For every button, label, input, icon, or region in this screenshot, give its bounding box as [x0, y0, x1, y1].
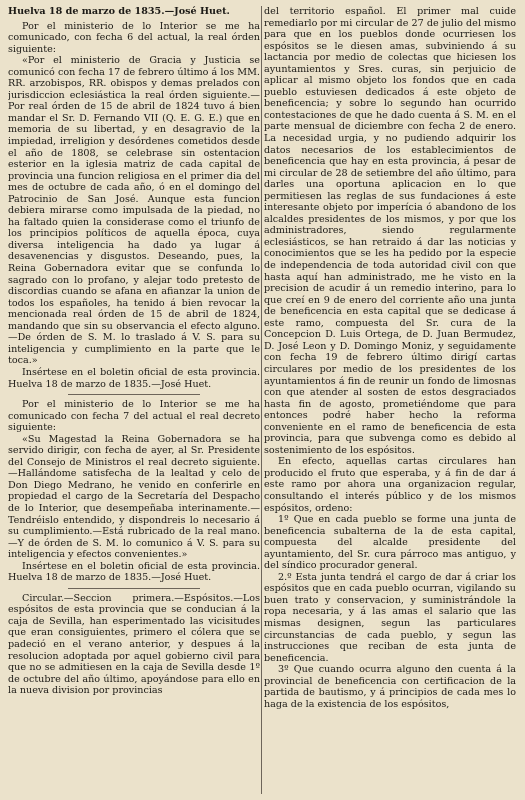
- section-rule: [68, 588, 200, 589]
- paragraph: En efecto, aquellas cartas circulares han producido el fruto que esperaba, y á fin de dar á este ramo por ahora una organizacion regular, consultando el interés público y de los mismos espósitos, ordeno:: [264, 456, 516, 514]
- paragraph: Insértese en el boletin oficial de esta provincia. Huelva 18 de marzo de 1835.—José Huet.: [8, 560, 260, 584]
- paragraph: 2.º Esta junta tendrá el cargo de dar á criar los espósitos que en cada pueblo ocurran, vigilando su buen trato y conservacion, y suministrándole la ropa necesaria, y á las amas el salario que las mismas designen, segun las particulares circunstancias de cada pueblo, y segun las instrucciones que reciban de esta junta de beneficencia.: [264, 571, 516, 664]
- column-divider: [261, 6, 262, 794]
- section-rule: [68, 394, 200, 395]
- paragraph: «Por el ministerio de Gracia y Justicia se comunicó con fecha 17 de febrero último á los MM. RR. arzobispos, RR. obispos y demas prelados con jurisdiccion eclesiástica la real órden siguiente.—Por real órden de 15 de abril de 1824 tuvo á bien mandar el Sr. D. Fernando VII (Q. E. G. E.) que en memoria de su libertad, y en desagravio de la impiedad, irreligion y desórdenes cometidos desde el año de 1808, se celebrase sin ostentacion esterior en la iglesia matriz de cada capital de provincia una funcion religiosa en el primer dia del mes de octubre de cada año, ó en el domingo del Patrocinio de San José. Aunque esta funcion debiera mirarse como impulsada de la piedad, no ha faltado quien la considerase como el triunfo de los principios políticos de aquella época, cuya diversa inteligencia ha dado ya lugar á desavenencias y disgustos. Deseando, pues, la Reina Gobernadora evitar que se confunda lo sagrado con lo profano, y alejar todo pretesto de discordias cuando se afana en afianzar la union de todos los españoles, ha tenido á bien revocar la mencionada real órden de 15 de abril de 1824, mandando que sin su observancia el efecto alguno.—De órden de S. M. lo traslado á V. S. para su inteligencia y cumplimiento en la parte que le toca.»: [8, 55, 260, 367]
- paragraph: 3º Que cuando ocurra alguno den cuenta á la provincial de beneficencia con certificacion de la partida de bautismo, y á principios de cada mes lo haga de la existencia de los espósitos,: [264, 664, 516, 710]
- paragraph: Por el ministerio de lo Interior se me ha comunicado, con fecha 6 del actual, la real órden siguiente:: [8, 20, 260, 55]
- paragraph: Por el ministerio de lo Interior se me ha comunicado con fecha 7 del actual el real decreto siguiente:: [8, 399, 260, 434]
- paragraph: «Su Magestad la Reina Gobernadora se ha servido dirigir, con fecha de ayer, al Sr. Presidente del Consejo de Ministros el real decreto siguiente.—Hallándome satisfecha de la lealtad y celo de Don Diego Medrano, he venido en conferirle en propiedad el cargo de la Secretaría del Despacho de lo Interior, que desempeñaba interinamente.—Tendréislo entendido, y dispondreis lo necesario á su cumplimiento.—Está rubricado de la real mano.—Y de órden de S. M. lo comunico á V. S. para su inteligencia y efectos convenientes.»: [8, 433, 260, 561]
- paragraph: 1º Que en cada pueblo se forme una junta de beneficencia subalterna de la de esta capital, compuesta del alcalde presidente del ayuntamiento, del Sr. cura párroco mas antiguo, y del síndico procurador general.: [264, 514, 516, 572]
- paragraph: del territorio español. El primer mal cuide remediarlo por mi circular de 27 de julio del mismo para que en los pueblos donde ocurriesen los espósitos se le diesen amas, subviniendo á su lactancia por medio de colectas que hiciesen los ayuntamientos y Sres. curas, sin perjuicio de aplicar al mismo objeto los fondos que en cada pueblo estuviesen dedicados á este objeto de beneficencia; y sobre lo segundo han ocurrido contestaciones de que he dado cuenta á S. M. en el parte mensual de diciembre con fecha 2 de enero. La necesidad urgia, y no pudiendo adquirir los datos necesarios de los establecimientos de beneficencia que hay en esta provincia, á pesar de mi circular de 28 de setiembre del año último, para darles una oportuna aplicacion en lo que permitiesen las reglas de sus fundaciones á este interesante objeto por imperícia ó abandono de los alcaldes presidentes de los mismos, y por que los administradores, siendo regularmente eclesiásticos, se han retraido á dar las noticias y conocimientos que se les ha pedido por la especie de independencia de toda autoridad civil con que hasta aquí han administrado, me he visto en la precision de acudir á un remedio interino, para lo que creí en 9 de enero del corriente año una junta de beneficencia en esta capital que se dedicase á este ramo, compuesta del Sr. cura de la Concepcion D. Luis Ortega, de D. Juan Bermudez, D. José Leon y D. Domingo Moniz, y seguidamente con fecha 19 de febrero último dirigí cartas circulares por medio de los presidentes de los ayuntamientos á fin de reunir un fondo de limosnas con que atender al sosten de estos desgraciados hasta fin de agosto, prometiéndome que para entonces podré haber hecho la reforma conveniente en el ramo de beneficencia de esta provincia, para que subvenga como es debido al sostenimiento de los espósitos.: [264, 6, 516, 456]
- right-column: [264, 6, 516, 796]
- paragraph: Insértese en el boletin oficial de esta provincia. Huelva 18 de marzo de 1835.—José Huet.: [8, 366, 260, 390]
- left-column: [8, 6, 260, 796]
- date-line: Huelva 18 de marzo de 1835.—José Huet.: [8, 6, 230, 17]
- paragraph: Circular.—Seccion primera.—Espósitos.—Los espósitos de esta provincia que se conducian á la caja de Sevilla, han esperimentado las vicisitudes que eran consiguientes, primero el cólera que se padeció en el verano anterior, y despues á la resolucion adoptada por aquel gobierno civil para que no se admitiesen en la caja de Sevilla desde 1º de octubre del año último, apoyándose para ello en la nueva division por provincias: [8, 592, 260, 697]
